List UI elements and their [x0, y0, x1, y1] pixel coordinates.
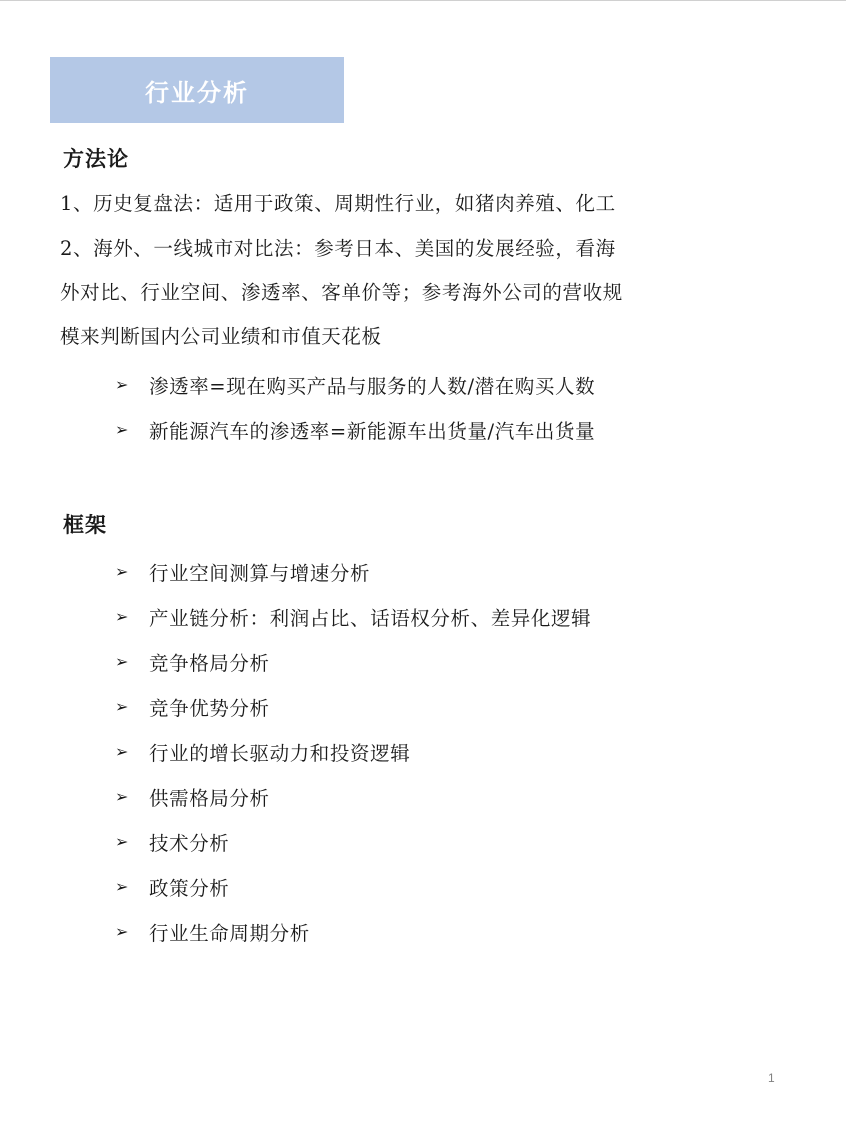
framework-bullet-list: [115, 549, 591, 954]
page-title: 行业分析: [145, 77, 249, 107]
list-item-text: 技术分析: [149, 831, 230, 855]
list-item-text: 渗透率=现在购买产品与服务的人数/潜在购买人数: [149, 374, 596, 398]
list-item: [115, 639, 591, 684]
list-item-text: 产业链分析：利润占比、话语权分析、差异化逻辑: [149, 606, 592, 630]
list-item: [115, 362, 595, 407]
list-item: [115, 729, 591, 774]
list-item: [115, 684, 591, 729]
arrow-bullet-icon: ➢: [115, 562, 130, 581]
methodology-item-2-line-2: 外对比、行业空间、渗透率、客单价等；参考海外公司的营收规: [60, 281, 623, 304]
list-item: [115, 549, 591, 594]
list-item: [115, 774, 591, 819]
list-item: [115, 909, 591, 954]
arrow-bullet-icon: ➢: [115, 420, 130, 439]
list-item-text: 新能源汽车的渗透率=新能源车出货量/汽车出货量: [149, 419, 596, 443]
list-item-text: 政策分析: [149, 876, 230, 900]
arrow-bullet-icon: ➢: [115, 787, 130, 806]
arrow-bullet-icon: ➢: [115, 697, 130, 716]
methodology-item-1: [60, 184, 790, 224]
methodology-bullet-list: [115, 362, 595, 452]
list-item-text: 行业生命周期分析: [149, 921, 310, 945]
title-banner: [50, 57, 344, 123]
page-number: 1: [768, 1071, 775, 1085]
list-item-text: 供需格局分析: [149, 786, 270, 810]
arrow-bullet-icon: ➢: [115, 832, 130, 851]
arrow-bullet-icon: ➢: [115, 922, 130, 941]
list-item-text: 行业空间测算与增速分析: [149, 561, 371, 585]
methodology-item-1-text: 1、历史复盘法：适用于政策、周期性行业，如猪肉养殖、化工: [60, 192, 616, 215]
list-item: [115, 407, 595, 452]
list-item: [115, 594, 591, 639]
methodology-heading: 方法论: [63, 146, 129, 171]
top-border: [0, 0, 846, 1]
arrow-bullet-icon: ➢: [115, 375, 130, 394]
list-item-text: 行业的增长驱动力和投资逻辑: [149, 741, 411, 765]
framework-heading: 框架: [63, 512, 107, 537]
arrow-bullet-icon: ➢: [115, 742, 130, 761]
methodology-item-2-line-3: 模来判断国内公司业绩和市值天花板: [60, 325, 382, 348]
arrow-bullet-icon: ➢: [115, 652, 130, 671]
list-item-text: 竞争格局分析: [149, 651, 270, 675]
arrow-bullet-icon: ➢: [115, 877, 130, 896]
arrow-bullet-icon: ➢: [115, 607, 130, 626]
methodology-item-2-line-1: 2、海外、一线城市对比法：参考日本、美国的发展经验，看海: [60, 237, 616, 260]
list-item: [115, 819, 591, 864]
list-item: [115, 864, 591, 909]
methodology-item-2: [60, 229, 790, 357]
list-item-text: 竞争优势分析: [149, 696, 270, 720]
